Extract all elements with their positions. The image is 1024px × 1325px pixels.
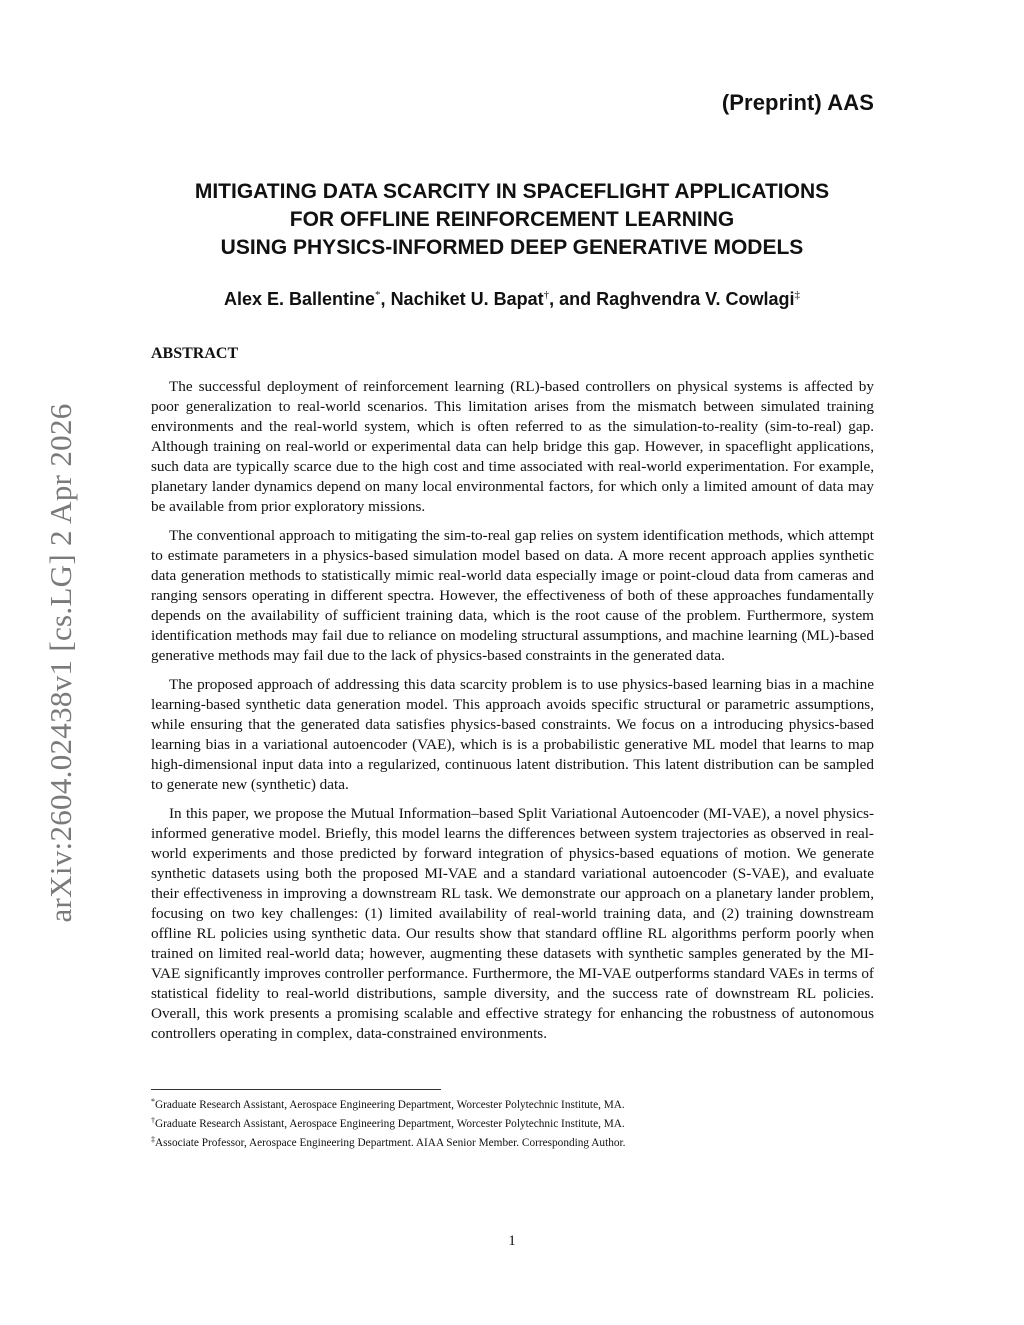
footnote-mark: ‡ xyxy=(151,1135,155,1144)
author-separator: , and xyxy=(549,289,597,309)
preprint-tag: (Preprint) AAS xyxy=(721,90,874,115)
footnote-mark: * xyxy=(151,1097,155,1106)
footnote-mark: † xyxy=(151,1116,155,1125)
author-footnote-mark: * xyxy=(375,289,381,301)
footnote-divider xyxy=(151,1089,441,1090)
title-line: MITIGATING DATA SCARCITY IN SPACEFLIGHT APPLICATIONS xyxy=(194,180,830,203)
author-footnote-mark: † xyxy=(543,289,550,301)
author-name: Nachiket U. Bapat xyxy=(390,289,544,309)
abstract-paragraph: In this paper, we propose the Mutual Information–based Split Variational Autoencoder (MI-VAE), a novel physics-informed generative model. Briefly, this model learns the differences between system trajectories as observed in real-world experiments and those predicted by forward integration of physics-based equations of motion. We generate synthetic datasets using both the proposed MI-VAE and a standard variational autoencoder (S-VAE), and evaluate their effectiveness in improving a downstream RL task. We demonstrate our approach on a planetary lander problem, focusing on two key challenges: (1) limited availability of real-world training data, and (2) training downstream offline RL policies using synthetic data. Our results show that standard offline RL algorithms perform poorly when trained on limited real-world data; however, augmenting these datasets with synthetic samples generated by the MI-VAE significantly improves controller performance. Furthermore, the MI-VAE outperforms standard VAEs in terms of statistical fidelity to real-world distributions, sample diversity, and the success rate of downstream RL policies. Overall, this work presents a promising scalable and effective strategy for enhancing the robustness of autonomous controllers operating in complex, data-constrained environments. xyxy=(151,805,874,1042)
author-name: Alex E. Ballentine xyxy=(223,289,376,309)
author-name: Raghvendra V. Cowlagi xyxy=(596,289,795,309)
footnote-text: Graduate Research Assistant, Aerospace Engineering Department, Worcester Polytechnic Institute, MA. xyxy=(155,1118,625,1130)
footnote-text: Associate Professor, Aerospace Engineering Department. AIAA Senior Member. Corresponding Author. xyxy=(155,1137,626,1149)
author-footnote-mark: ‡ xyxy=(794,289,801,301)
abstract-body xyxy=(151,377,874,1053)
footnote-text: Graduate Research Assistant, Aerospace Engineering Department, Worcester Polytechnic Institute, MA. xyxy=(155,1099,625,1111)
footnotes xyxy=(151,1094,874,1151)
footnote xyxy=(151,1113,874,1132)
abstract-paragraph: The conventional approach to mitigating the sim-to-real gap relies on system identification methods, which attempt to estimate parameters in a physics-based simulation model based on data. A more recent approach applies synthetic data generation methods to statistically mimic real-world data especially image or point-cloud data from cameras and ranging sensors operating in different spectra. However, the effectiveness of both of these approaches fundamentally depends on the availability of sufficient training data, which is the root cause of the problem. Furthermore, system identification methods may fail due to reliance on modeling structural assumptions, and machine learning (ML)-based generative methods may fail due to the lack of physics-based constraints in the generated data. xyxy=(151,527,874,664)
title-line: FOR OFFLINE REINFORCEMENT LEARNING xyxy=(289,208,735,231)
paper-title xyxy=(120,178,904,262)
page-number: 1 xyxy=(508,1233,516,1249)
author-separator: , xyxy=(380,289,391,309)
arxiv-identifier-stamp: arXiv:2604.02438v1 [cs.LG] 2 Apr 2026 xyxy=(43,403,78,923)
author-list xyxy=(120,289,904,310)
abstract-paragraph: The successful deployment of reinforcement learning (RL)-based controllers on physical systems is affected by poor generalization to real-world scenarios. This limitation arises from the mismatch between simulated training environments and the real-world system, which is often referred to as the simulation-to-reality (sim-to-real) gap. Although training on real-world or experimental data can help bridge this gap. However, in spaceflight applications, such data are typically scarce due to the high cost and time associated with real-world experimentation. For example, planetary lander dynamics depend on many local environmental factors, for which only a limited amount of data may be available from prior exploratory missions. xyxy=(151,378,874,515)
footnote xyxy=(151,1094,874,1113)
title-line: USING PHYSICS-INFORMED DEEP GENERATIVE MODELS xyxy=(220,236,804,259)
footnote xyxy=(151,1132,874,1151)
abstract-paragraph: The proposed approach of addressing this data scarcity problem is to use physics-based learning bias in a machine learning-based synthetic data generation model. This approach avoids specific structural or parametric assumptions, while ensuring that the generated data satisfies physics-based constraints. We focus on a introducing physics-based learning bias in a variational autoencoder (VAE), which is is a probabilistic generative ML model that learns to map high-dimensional input data into a regularized, continuous latent distribution. This latent distribution can be sampled to generate new (synthetic) data. xyxy=(151,676,874,793)
abstract-heading: ABSTRACT xyxy=(151,345,239,362)
